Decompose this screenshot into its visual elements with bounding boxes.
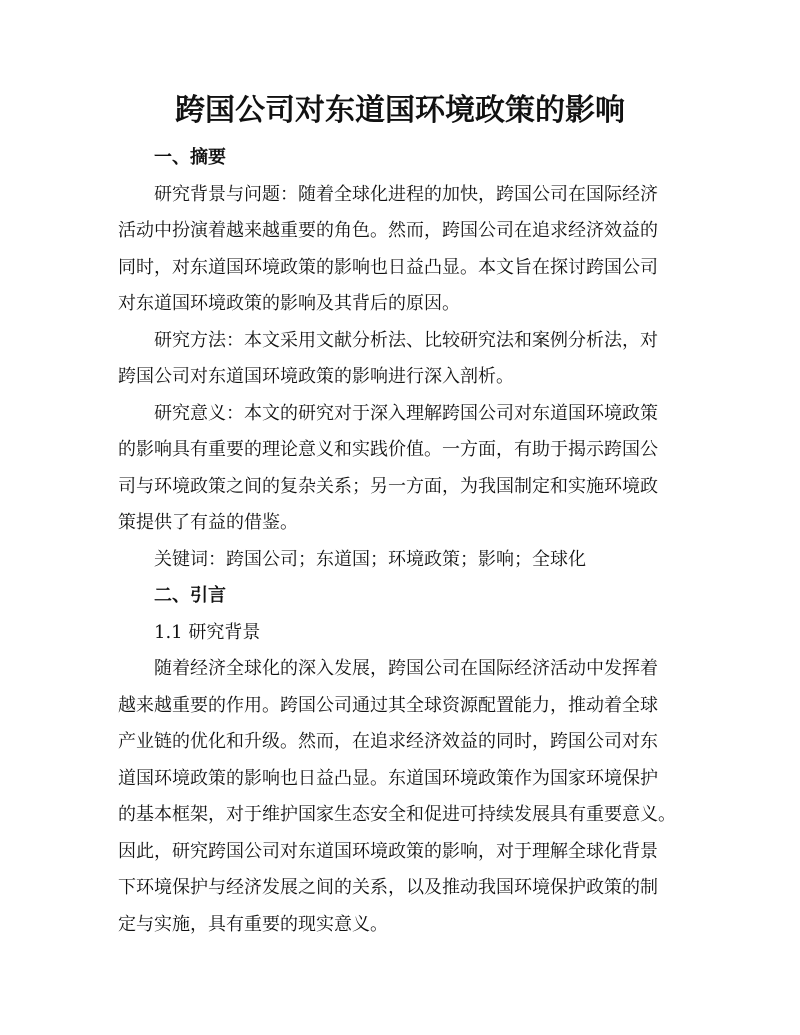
paragraph-line: 道国环境政策的影响也日益凸显。东道国环境政策作为国家环境保护 <box>118 767 658 789</box>
paragraph-line: 研究背景与问题：随着全球化进程的加快，跨国公司在国际经济 <box>154 183 658 205</box>
subsection-heading-background: 1.1 研究背景 <box>154 621 261 643</box>
section-heading-introduction: 二、引言 <box>154 585 226 606</box>
paragraph-line: 同时，对东道国环境政策的影响也日益凸显。本文旨在探讨跨国公司 <box>118 256 658 278</box>
paragraph-line: 定与实施，具有重要的现实意义。 <box>118 913 388 935</box>
background-paragraph <box>118 651 684 943</box>
abstract-method-paragraph <box>118 323 684 396</box>
paragraph-line: 下环境保护与经济发展之间的关系，以及推动我国环境保护政策的制 <box>118 877 658 898</box>
abstract-significance-paragraph <box>118 396 684 542</box>
paragraph-line: 的基本框架，对于维护国家生态安全和促进可持续发展具有重要意义。 <box>118 804 676 825</box>
document-body <box>118 140 684 943</box>
paragraph-line: 研究意义：本文的研究对于深入理解跨国公司对东道国环境政策 <box>154 402 658 424</box>
paragraph-line: 随着经济全球化的深入发展，跨国公司在国际经济活动中发挥着 <box>154 658 658 679</box>
paragraph-line: 策提供了有益的借鉴。 <box>118 512 298 533</box>
document-title: 跨国公司对东道国环境政策的影响 <box>175 93 625 128</box>
paragraph-line: 对东道国环境政策的影响及其背后的原因。 <box>118 293 460 314</box>
paragraph-line: 的影响具有重要的理论意义和实践价值。一方面，有助于揭示跨国公 <box>118 439 658 460</box>
paragraph-line: 研究方法：本文采用文献分析法、比较研究法和案例分析法，对 <box>154 329 658 351</box>
paragraph-line: 产业链的优化和升级。然而，在追求经济效益的同时，跨国公司对东 <box>118 731 658 752</box>
abstract-background-paragraph <box>118 177 684 323</box>
paragraph-line: 跨国公司对东道国环境政策的影响进行深入剖析。 <box>118 366 514 387</box>
paragraph-line: 司与环境政策之间的复杂关系；另一方面，为我国制定和实施环境政 <box>118 475 658 497</box>
paragraph-line: 因此，研究跨国公司对东道国环境政策的影响，对于理解全球化背景 <box>118 840 658 862</box>
paragraph-line: 活动中扮演着越来越重要的角色。然而，跨国公司在追求经济效益的 <box>118 220 658 241</box>
keywords-line: 关键词：跨国公司；东道国；环境政策；影响；全球化 <box>154 548 586 570</box>
paragraph-line: 越来越重要的作用。跨国公司通过其全球资源配置能力，推动着全球 <box>118 694 658 716</box>
section-heading-abstract: 一、摘要 <box>154 147 226 168</box>
